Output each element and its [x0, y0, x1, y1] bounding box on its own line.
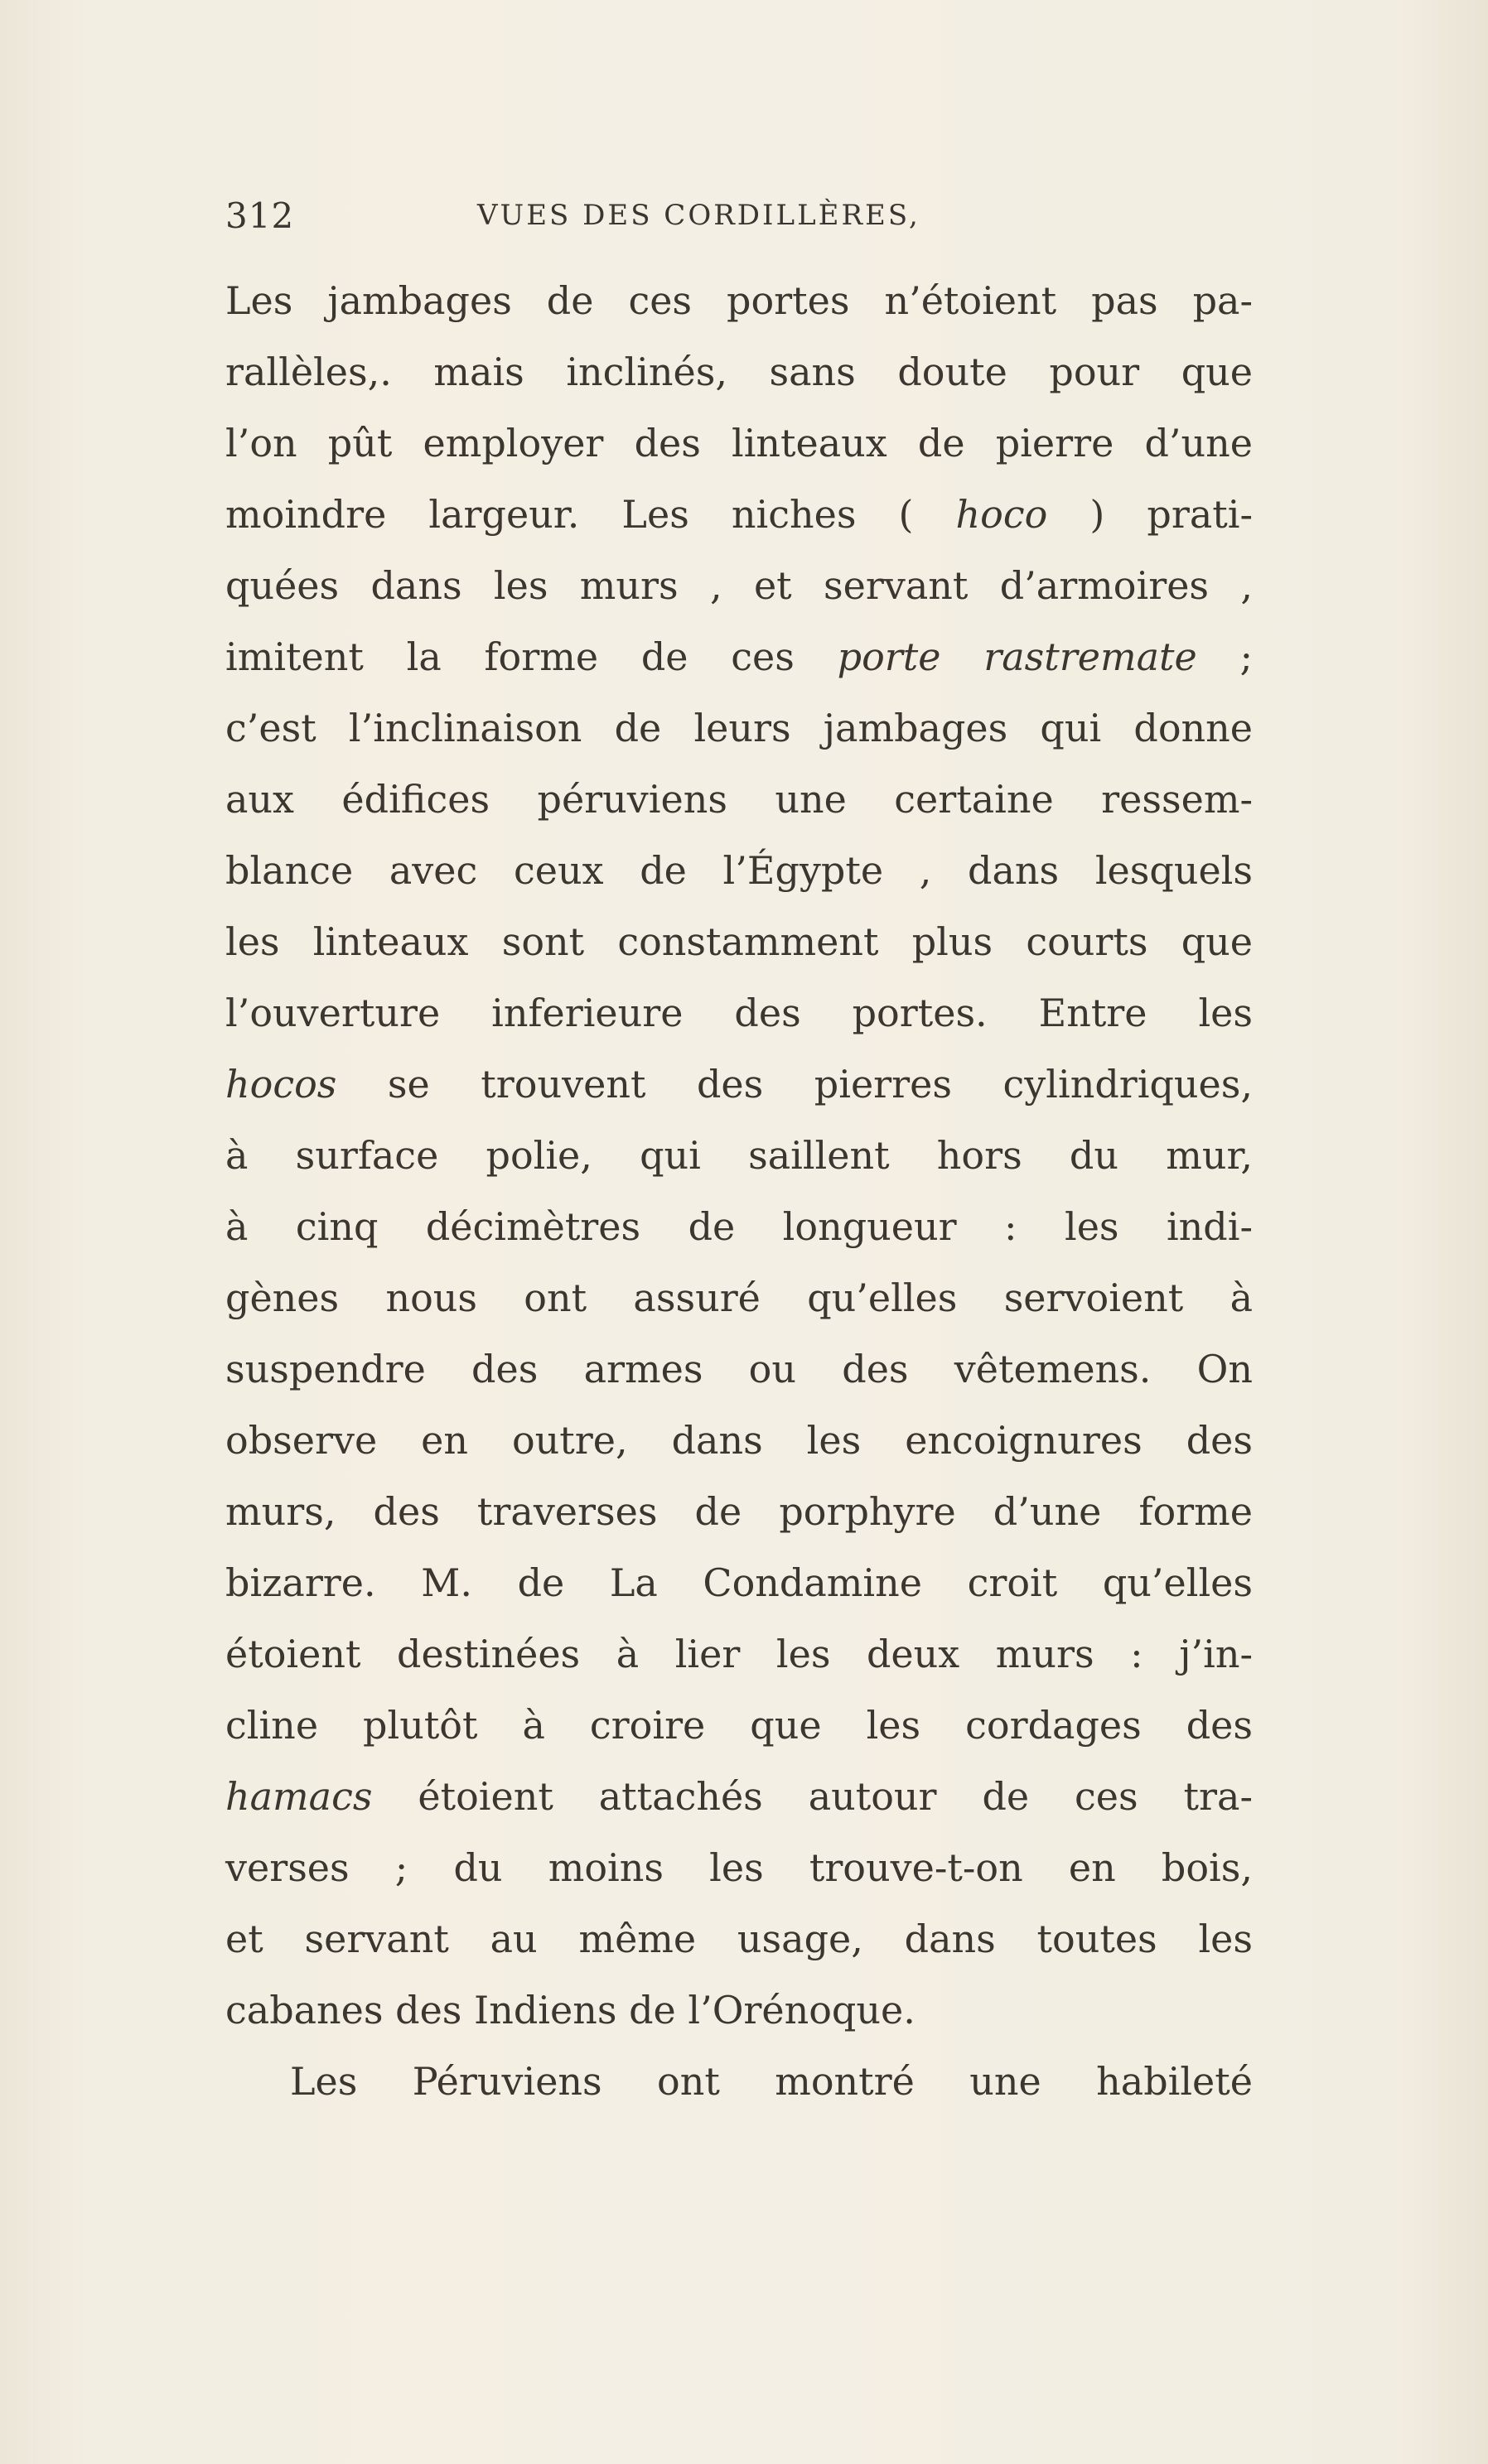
- text-line: imitent la forme de ces porte rastremate ;: [225, 634, 1253, 679]
- page-header: [225, 195, 1261, 245]
- text-line: quées dans les murs , et servant d’armoires ,: [225, 563, 1253, 608]
- text-line: aux édifices péruviens une certaine ressem-: [225, 777, 1253, 822]
- italic-term: hocos: [225, 1062, 337, 1107]
- text-line: étoient destinées à lier les deux murs : j’in-: [225, 1632, 1253, 1676]
- italic-term: hoco: [955, 492, 1048, 537]
- text-line: blance avec ceux de l’Égypte , dans lesquels: [225, 848, 1253, 893]
- text-line: observe en outre, dans les encoignures des: [225, 1418, 1253, 1463]
- text-line: à cinq décimètres de longueur : les indi-: [225, 1204, 1253, 1249]
- text-line: hocos se trouvent des pierres cylindriques,: [225, 1062, 1253, 1107]
- text-line: verses ; du moins les trouve-t-on en bois,: [225, 1845, 1253, 1890]
- page-number: 312: [225, 195, 295, 236]
- italic-term: porte rastremate: [837, 634, 1197, 679]
- text-line: l’on pût employer des linteaux de pierre d’une: [225, 421, 1253, 465]
- body-text: [225, 265, 1253, 2117]
- text-line: bizarre. M. de La Condamine croit qu’elles: [225, 1560, 1253, 1605]
- text-line: suspendre des armes ou des vêtemens. On: [225, 1347, 1253, 1391]
- text-line: gènes nous ont assuré qu’elles servoient à: [225, 1275, 1253, 1320]
- text-line: cline plutôt à croire que les cordages des: [225, 1703, 1253, 1748]
- text-line: Les Péruviens ont montré une habileté: [290, 2059, 1253, 2104]
- text-line: moindre largeur. Les niches ( hoco ) prati-: [225, 492, 1254, 537]
- text-line: à surface polie, qui saillent hors du mur,: [225, 1133, 1253, 1178]
- text-line: rallèles,. mais inclinés, sans doute pour que: [225, 350, 1253, 394]
- text-line: cabanes des Indiens de l’Orénoque.: [225, 1988, 916, 2032]
- italic-term: hamacs: [225, 1774, 373, 1819]
- text-line: hamacs étoient attachés autour de ces tra-: [225, 1774, 1253, 1819]
- text-line: c’est l’inclinaison de leurs jambages qui donne: [225, 706, 1253, 750]
- text-line: l’ouverture inferieure des portes. Entre les: [225, 991, 1253, 1035]
- text-line: murs, des traverses de porphyre d’une forme: [225, 1489, 1253, 1534]
- text-line: les linteaux sont constamment plus courts que: [225, 919, 1253, 964]
- text-line: Les jambages de ces portes n’étoient pas pa-: [225, 278, 1253, 323]
- running-head: VUES DES CORDILLÈRES,: [477, 199, 920, 232]
- text-line: et servant au même usage, dans toutes les: [225, 1917, 1253, 1961]
